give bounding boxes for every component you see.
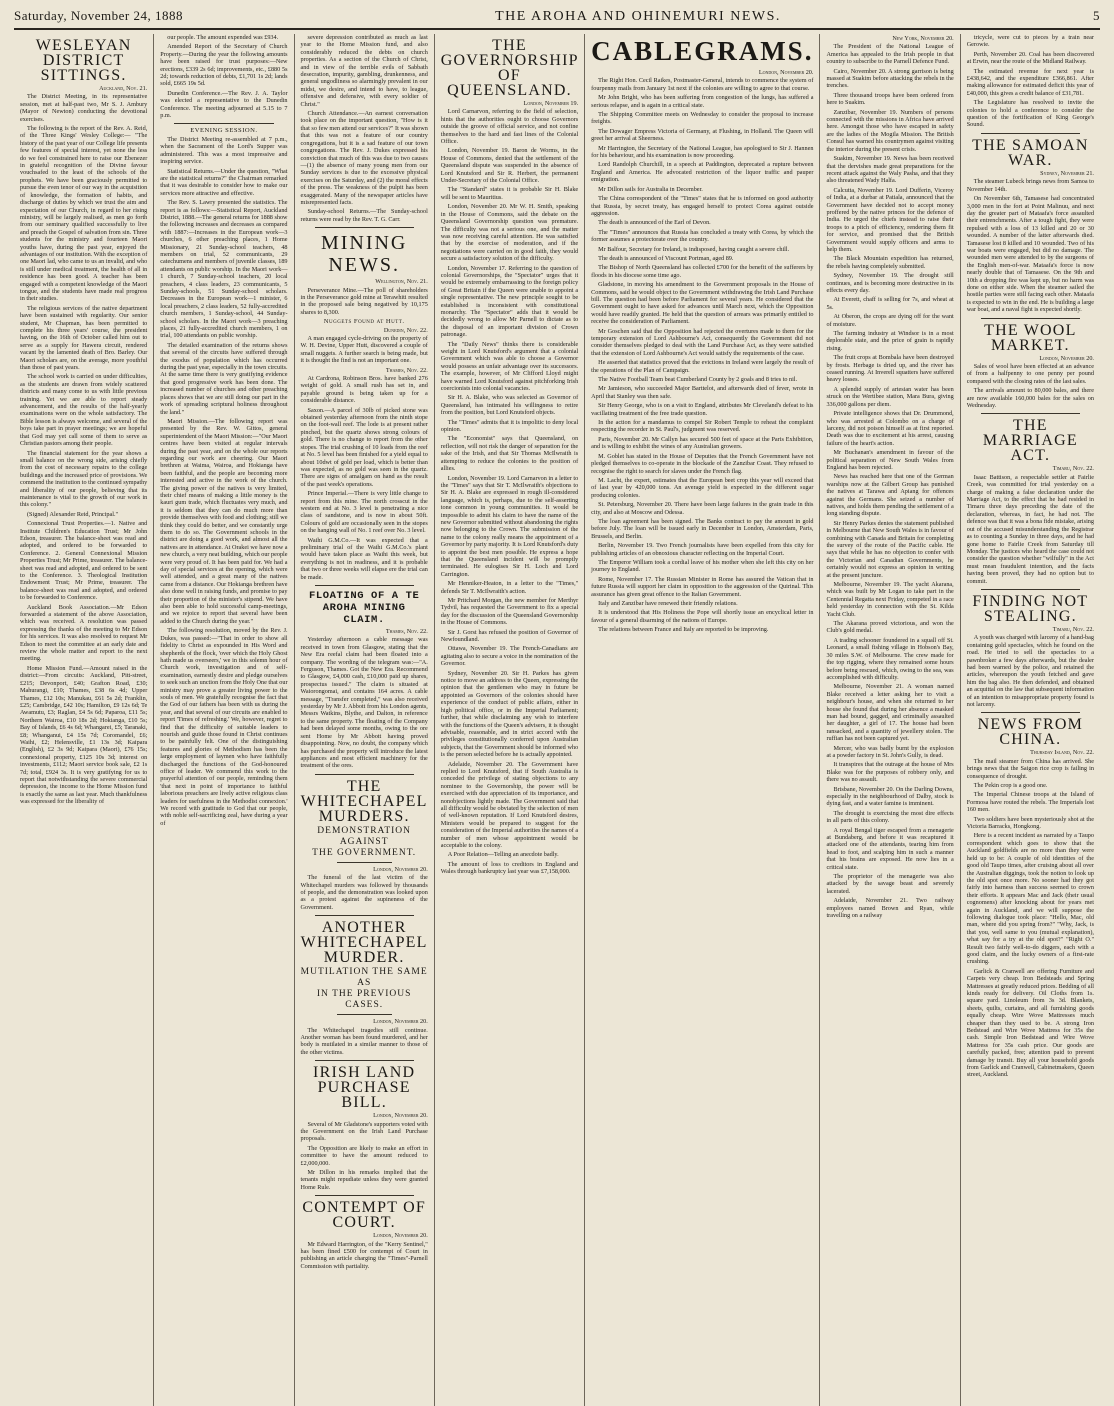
article-paragraph: M. Goblet has stated in the House of Deputies that the French Government have not pledged themselves to co-operate in the blockade of the Zanzibar Coast. They refused to recognise the right to search for slaves under the French flag. bbox=[591, 452, 814, 475]
masthead-title: THE AROHA AND OHINEMURI NEWS. bbox=[495, 9, 781, 24]
article-paragraph: Mercer, who was badly burnt by the explosion at a powder factory in St. John's Gully, is dead. bbox=[826, 744, 954, 759]
article-paragraph: Adelaide, November 21. Two railway employees named Brown and Ryan, while travelling on a railway bbox=[826, 897, 954, 920]
article-paragraph: The detailed examination of the returns shows that several of the circuits have suffered through the exodus of population which has occurred during the past year, especially in the town circuits. At the same time there is very gratifying evidence that good progressive work has been done. The increased number of churches and other preaching places shows that we are still doing our part in the work of spreading scriptural holiness throughout the land." bbox=[160, 341, 288, 416]
column-6 bbox=[820, 34, 960, 1406]
article-paragraph: Mr Dillon sails for Australia in December. bbox=[598, 185, 703, 193]
article bbox=[591, 36, 813, 634]
article bbox=[301, 774, 428, 911]
article-paragraph: The China correspondent of the "Times" states that he is informed on good authority that Russia, by secret treaty, has engaged herself to protect Corea against outside aggression. bbox=[591, 195, 814, 217]
article-paragraph: Sydney, November 20. Sir H. Parkes has given notice to move an address to the Queen, expressing the opinion that the gentlemen who may in future be appointed as Governors of the colonies should have experience of the conduct of public affairs, either in high political office, or in the Imperial Parliament; further, that while disclaiming any wish to interfere with the functions of the Queen's advisers, it is thought advisable, reasonable, and in strict accord with the privileges constitutionally conferred upon Australian subjects, that the Government should be informed who is the person selected before he is actually appointed. bbox=[440, 669, 579, 759]
article-paragraph: Mr Dillon in his remarks implied that the tenants might repudiate unless they were granted Home Rule. bbox=[300, 1169, 428, 1191]
article-paragraph: The District Meeting re-assembled at 7 p.m., when the Sacrament of the Lord's Supper was administered. This was a most impressive and inspiring service. bbox=[160, 135, 288, 166]
article-paragraph: Waihi G.M.Co.—It was expected that a preliminary trial of the Waihi G.M.Co.'s plant would have taken place as Waihi this week, but everything is not in readiness, and it is probable that two or three weeks will elapse ere the trial can be made. bbox=[300, 536, 428, 581]
article-dateline: Thames, Nov. 22. bbox=[385, 366, 428, 374]
article-dateline: London, November 19. bbox=[523, 100, 579, 107]
article-paragraph: Calcutta, November 19. Lord Dufferin, Viceroy of India, at a durbar at Patiala, announced that the Government have decided not to accept money proffered by the native princes for the defence of India. He urged the chiefs instead to raise their troops to a pitch of efficiency, rendering them fit for service, and promised that the British Government would supply officers and arms to help them. bbox=[826, 186, 954, 253]
article-paragraph: The Emperor William took a cordial leave of his mother when she left this city on her journey to England. bbox=[591, 558, 814, 574]
article-paragraph: Mr Buchanan's amendment in favour of the political separation of New South Wales from England has been rejected. bbox=[826, 449, 954, 471]
article bbox=[301, 407, 428, 581]
article-paragraph: The loan agreement has been signed. The Banks contract to pay the amount in gold before July. The loan will be issued early in December in London, Amsterdam, Paris, Brussels, and Berlin. bbox=[591, 517, 814, 540]
article bbox=[967, 133, 1094, 314]
article-paragraph: The death is announced of Viscount Portman, aged 89. bbox=[598, 254, 734, 262]
article-paragraph: Lord Carnarvon, referring to the field of selection, hints that the authorities ought to choose Governors outside the groove of official service, and not confine themselves to the hard and fast lines of the Colonial Office. bbox=[440, 108, 579, 146]
article-paragraph: Sir Henry Parkes denies the statement published in Melbourne that New South Wales is in favour of combining with Canada and Britain for completing the survey of the route of the Pacific cable. He says that while he has no objection to confer with the Victorian and Canadian Governments, he certainly would not express an opinion in writing at the present juncture. bbox=[826, 519, 954, 579]
article-paragraph: Sir J. Gorst has refused the position of Governor of Newfoundland. bbox=[440, 628, 579, 644]
article-headline: THE WOOL MARKET. bbox=[984, 321, 1077, 354]
article-paragraph: Rome, November 17. The Russian Minister in Rome has assured the Vatican that in future Russia will support her claim in opposition to the aggression of the Quirinal. This assurance has given great offence to the Italian Government. bbox=[591, 575, 814, 598]
article-paragraph: A trading schooner foundered in a squall off St. Leonard, a small fishing village in Hobson's Bay, 30 miles S.W. of Melbourne. The crew made for the top rigging, where they remained some hours before being rescued, which, owing to the sea, was accomplished with difficulty. bbox=[826, 636, 954, 681]
section-rule bbox=[981, 318, 1080, 319]
article-paragraph: Sir H. A. Blake, who was selected as Governor of Queensland, has intimated his willingness to retire from the position, but Lord Knutsford objects. bbox=[440, 394, 579, 417]
article-headline: CONTEMPT OF COURT. bbox=[302, 1199, 426, 1232]
article bbox=[441, 38, 578, 876]
section-rule bbox=[981, 712, 1080, 713]
article-dateline: Timaru, Nov. 22. bbox=[1052, 465, 1094, 473]
article-paragraph: Brisbane, November 20. On the Darling Downs, especially in the neighbourhood of Dalby, stock is dying fast, and a water famine is imminent. bbox=[826, 785, 954, 808]
article-paragraph: A man engaged cycle-driving on the property of W. H. Devine, Upper Hutt, discovered a couple of small nuggets. A further search is being made, but it is thought the find is not an important one. bbox=[300, 335, 428, 365]
section-rule bbox=[315, 774, 414, 775]
article-paragraph: A splendid supply of artesian water has been struck on the Wertibee station, Mara Bura, giving 336,000 gallons per diem. bbox=[826, 385, 954, 408]
article-dateline: London, November 20. bbox=[373, 1018, 428, 1026]
article-paragraph: Mr Goschen said that the Opposition had rejected the overtures made to them for the temporary extension of Lord Ashbourne's Act, consequently the Government did not consider themselves pledged to deal with the Land Purchase Act, as they were satisfied that the extension of Lord Ashbourne's Act would satisfy the requirements of the case. bbox=[591, 327, 814, 357]
article-paragraph: The financial statement for the year shows a small balance on the wrong side, arising chiefly from the cost of necessary repairs to the college buildings and the increased price of provisions. We commend the institution to the continued sympathy and liberality of our people, believing that its maintenance is vital to the growth of our work in this colony." bbox=[20, 449, 148, 509]
article-paragraph: Mr Balfour, Secretary for Ireland, is indisposed, having caught a severe chill. bbox=[598, 245, 790, 253]
article-paragraph: Sir Henry George, who is on a visit to England, attributes Mr Cleveland's defeat to his vacillating treatment of the free trade question. bbox=[591, 402, 814, 417]
article-paragraph: Prince Imperial.—There is very little change to report from this mine. The north crosscut in the western end at No. 3 level is penetrating a nice class of sandstone, and is now in about 50ft. Colours of gold are occasionally seen in the stopes on the hanging wall of No. 1 reef over No. 3 level. bbox=[300, 490, 428, 535]
article-paragraph: The religious services of the native department have been sustained with regularity. Our senior student, Mr Chapman, has been permitted to complete his three years' course, the president having, on the 16th of October called him out to serve as a supply for Hawera circuit, rendered vacant by the lamented death of Bro. Barley. Our Maori scholars are, on the average, more youthful than those of past years. bbox=[20, 304, 148, 372]
article-paragraph: The amount of loss to creditors in England and Wales through bankruptcy last year was £7,158,000. bbox=[440, 860, 579, 876]
article-paragraph: The Whitechapel tragedies still continue. Another woman has been found murdered, and her body is mutilated in a similar manner to those of the other victims. bbox=[300, 1026, 428, 1056]
article-subhead bbox=[301, 826, 428, 859]
article-dateline: London, November 20. bbox=[373, 1232, 428, 1240]
article-paragraph: Sales of wool have been effected at an advance of from a halfpenny to one penny per pound compared with the closing rates of the last sales. bbox=[966, 363, 1094, 385]
article-paragraph: The following is the report of the Rev. A. Reid, of the Three Kings' Wesley College:— "The history of the past year of our College life presents few features of special interest, yet none the less do we feel constrained here to raise our Ebenezer in grateful recognition of the Divine favour vouchsafed to the least of the schools of the prophets. We have been graciously permitted to pursue the even tenor of our way in the acquisition of knowledge, the formation of habits, and discharge of duties by which we trust the aim and expectation of our Church, in regard to her rising ministry, will be largely realised, as men go forth from our seminary qualified successfully to live and preach the Gospel of salvation from sin. Three students for the ministry and fourteen Maori youths have, during the past year, enjoyed the advantages of our institution. With the exception of one Maori lad, who came to us an invalid, and who is still under medical treatment, the health of all in residence has been good. A teacher has been engaged with a competent knowledge of the Maori tongue, and the students have made real progress in their studies. bbox=[20, 125, 148, 303]
article-paragraph: St. Petersburg, November 20. There have been large failures in the grain trade in this city, and also at Moscow and Odessa. bbox=[591, 501, 814, 516]
subhead-line: DEMONSTRATION AGAINST bbox=[317, 825, 412, 847]
article bbox=[301, 34, 428, 223]
subhead-rule bbox=[337, 1014, 392, 1015]
section-rule bbox=[981, 133, 1080, 134]
article-paragraph: Isaac Battison, a respectable settler at Fairlie Creek, was committed for trial yesterday on a charge of making a false declaration under the Marriage Act, to the effect that he had resided in Timaru three days preceding the date of the declaration, whereas, in fact, he had not. The defence was that it was a bona fide mistake, arising out of the accused misunderstanding the Registrar as to counting a Sunday in three days, and he had gone home to Fairlie Creek from Saturday till Monday. The justices who heard the case could not consider the question whether "wilfully" in the Act must mean fraudulent intention, and the facts having been proved, they had no option but to commit. bbox=[966, 473, 1094, 585]
article-paragraph: Ottawa, November 19. The French-Canadians are agitating also to secure a voice in the nomination of the Governor. bbox=[440, 645, 579, 668]
article-paragraph: Maori Mission.—The following report was presented by the Rev. W. Gittos, general superintendent of the Maori Mission:—"Our Maori centres have been visited at regular intervals during the past year, and on the whole our reports regarding our work are cheering. Our Maori brethren at Waima, Wairoa, and Hokianga have been faithful, and the people are becoming more interested and active in the work of the church. The giving power of the natives is very limited, their chief means of making a little money is the kauri gum trade, which fluctuates very much, and it is seldom that they can do much more than provide themselves with food and clothing; still we think they could do better, and we constantly urge them to do so. The Government schools in the district are doing a good work, and almost all the natives are in attendance. At Orakei we have now a new church, a very neat building, which our people were very proud of. It has been paid for. We had a day of special services at the opening, which were well attended, and a great many of the natives came from a distance. Our Hokianga brethren have also done well in raising funds, and promise to pay their proportion of the minister's stipend. We have also been able to hold successful camp-meetings, and we rejoice to report that several have been added to the Church during the year." bbox=[160, 417, 288, 625]
article-paragraph: Here is a recent incident as narrated by a Taupo correspondent which goes to show that the Auckland goldfields are no more than they were held up to be: A couple of old identities of the good old Taupo times, after cruising about all over the Australian diggings, took the notion to look up the old spot once more. No sooner had they got fairly into harness than success seemed to crown their efforts. It appears Mac and Jack (their usual cognomens) after knocking about for years met again in Auckland, and we will suppose the following dialogue took place: "Hello, Mac, old man, where did you spring from?" "Why, Jack, is that you, well same to you (mutual explanation), what say for a try at the old spot?" "Right O." Result two fairly well-to-do diggers, each with a good claim, and the lucky owners of a first-rate crushing. bbox=[966, 832, 1094, 966]
article-paragraph: Mr John Bright, who has been suffering from congestion of the lungs, has suffered a serious relapse, and is again in a critical state. bbox=[591, 94, 814, 109]
article-dateline: Dunedin, Nov. 22. bbox=[383, 326, 428, 334]
article-paragraph: The drought is exercising the most dire effects in all parts of this colony. bbox=[826, 809, 954, 825]
article-paragraph: At Cardrona, Robinson Bros. have banked 276 weight of gold. A small rush has set in, and payable ground is being taken up for a considerable distance. bbox=[300, 375, 428, 405]
article-paragraph: A royal Bengal tiger escaped from a menagerie at Bundaberg, and before it was recaptured it attacked one of the attendants, tearing him from head to foot, and scalping him in such a manner that his brains are exposed. He now lies in a critical state. bbox=[826, 826, 954, 871]
article-dateline: London, November 20. bbox=[758, 69, 814, 76]
column-5 bbox=[585, 34, 820, 1406]
masthead bbox=[14, 8, 1100, 30]
article-paragraph: Saxon.—A parcel of 30lb of picked stone was obtained yesterday afternoon from the ninth stope on the foot-wall reef. The lode is at present rather pinched, but the quartz shows strong colours of gold. There is no change to report from the other stopes. The trial crushing of 10 loads from the reef at No. 5 level has been finished for a yield equal to about 10dwt of gold per load, which is better than was expected, as no gold was seen in the quartz. There are signs of amalgam on hand as the result of the past week's operations. bbox=[300, 406, 428, 488]
article-dateline: Thursday Island, Nov. 22. bbox=[1030, 749, 1094, 757]
page-number: 5 bbox=[1093, 8, 1100, 23]
article bbox=[301, 1060, 428, 1191]
article-paragraph: The Pekin crop is a good one. bbox=[973, 782, 1048, 790]
article-headline: THE GOVERNORSHIP OF QUEENSLAND. bbox=[440, 37, 579, 99]
article-paragraph: The funeral of the last victim of the Whitechapel murders was followed by thousands of people, and the demonstration was looked upon as a protest against the supineness of the Government. bbox=[300, 874, 428, 911]
article-paragraph: A youth was charged with larceny of a hand-bag containing gold spectacles, which he found on the road. He tried to sell the spectacles to a pawnbroker a few days afterwards, but the dealer had been warned by the police, and retained the articles, whereupon the youth fetched and gave him the bag also. He then defended, and obtained an acquittal on the law that subsequent information of an intention to misappropriate property found is not larceny. bbox=[966, 634, 1094, 708]
article-paragraph: Cairo, November 20. A strong garrison is being massed at Suakim before attacking the rebels in the trenches. bbox=[826, 67, 954, 90]
article-paragraph: The "Times" announces that Russia has concluded a treaty with Corea, by which the former assumes a protectorate over the country. bbox=[591, 228, 814, 244]
article bbox=[20, 38, 147, 806]
article-paragraph: Three thousand troops have been ordered from here to Suakim. bbox=[826, 91, 954, 107]
article-paragraph: Mr Henniker-Heaton, in a letter to the "Times," defends Sir T. McIlwraith's action. bbox=[440, 580, 579, 595]
article-paragraph: Church Attendance.—An earnest conversation took place on the important question, "How is it that so few men attend our services?" It was shown that this was not a feature of our country congregations, but it is a sad feature of our town congregations. The Rev. J. Dukes expressed his conviction that much of this was due to two causes—(1) the absence of many young men from our Sunday services is due to the excessive physical exercises on the Saturday, and (2) the moral effects of the press. The weakness of the pulpit has been exaggerated. Many of the newspaper articles have misrepresented facts. bbox=[300, 110, 428, 206]
article bbox=[301, 227, 428, 276]
article-dateline: Wellington, Nov. 21. bbox=[375, 278, 428, 286]
article-paragraph: Sydney, November 19. The drought still continues, and is becoming more destructive in its effects every day. bbox=[826, 272, 954, 294]
article-paragraph: tricycle, were cut to pieces by a train near Gerowie. bbox=[966, 34, 1094, 49]
article-headline: THE WHITECHAPEL MURDERS. bbox=[300, 777, 428, 825]
article bbox=[301, 318, 428, 364]
article-paragraph: The following resolution, moved by the Rev. J. Dukes, was passed:—"That in order to show all fidelity to Christ as expounded in His Word and shepherds of the flock, 'over which the Holy Ghost hath made us overseers,' we in this solemn hour of Church work, investigation and of self-examination, earnestly desire and pledge ourselves to seek such an unction from the Holy One that our ministry may prove a greater living power to the souls of men. We gratefully recognise the fact that the God of our fathers has been with us during the year, and that several of our circuits are enabled to report 'Times of refreshing.' We, however, regret to find that the difficulty of suitable leaders to nourish and guide those found in Christ continues to be painfully felt. One of the distinguishing features and glories of Methodism has been the large employment of laymen who have faithfully discharged the functions of the God-honoured office of leader. We commend this work to the prayerful attention of our people, reminding them 'that next in point of importance to faithful laborious preachers are lively active religious class leaders for usefulness in the Methodist connexion.' We record with gratitude to God that our people, with noble self-sacrificing zeal, have during a year of bbox=[160, 627, 288, 827]
article-paragraph: The Rev. S. Lawry presented the statistics. The report is as follows:—Statistical Report, Auckland District, 1888.—The general returns for 1888 show the following increases and decreases as compared with 1887:—Increases in the European work—3 churches, 6 other preaching places, 1 Home Missionary, 21 Sunday-school teachers, 48 members on trial, 52 communicants, 29 catechumens and members of juvenile classes, 189 attendants on public worship. In the Maori work—1 church, 7 Sunday-school teachers, 20 local preachers, 4 class leaders, 23 communicants, 5 Sunday-schools, 51 Sunday-school scholars. Decreases in the European work—1 minister, 6 local preachers, 2 class leaders, 52 fully-accredited church members, 1 Sunday-school, 44 Sunday-school scholars. In the Maori work—3 preaching places, 21 fully-accredited church members, 1 on trial, 100 attendants on public worship. bbox=[160, 199, 288, 340]
article-paragraph: our people. The amount expended was £934. bbox=[167, 34, 279, 41]
article-paragraph: Mr Jamieson, who succeeded Major Barttelot, and afterwards died of fever, wrote in April that Stanley was then safe. bbox=[591, 385, 814, 400]
article-dateline: New York, November 20. bbox=[892, 35, 954, 42]
article-paragraph: Connexional Trust Properties.—1. Native and Institute Children's Education Trust; Mr John Edson, treasurer. The balance-sheet was read and adopted, and ordered to be forwarded to Conference. 2. General Connexional Mission Properties Trust; Mr Prime, treasurer. The balance-sheet was read and adopted, and ordered to be sent to the Conference. 3. Theological Institution Endowment Trust; Mr Prime, treasurer. The balance-sheet was read and adopted, and ordered to be forwarded to Conference. bbox=[20, 520, 148, 602]
article bbox=[301, 915, 428, 1056]
article-dateline: London, November 20. bbox=[373, 865, 428, 873]
article-paragraph: The proprietor of the menagerie was also attacked by the savage beast and severely lacerated. bbox=[826, 873, 954, 895]
article-paragraph: Paris, November 20. Mr Callyn has secured 500 feet of space at the Paris Exhibition, and is willing to exhibit the wines of any Australian growers. bbox=[591, 435, 814, 451]
article-paragraph: Auckland Book Association.—Mr Edson forwarded a statement of the above Association, which was received. A resolution was passed expressing the thanks of the meeting to Mr Edson for his services. It was also resolved to request Mr Edson to meet the committee at an early date and review the whole matter and report to the next meeting. bbox=[20, 603, 148, 663]
masthead-date: Saturday, November 24, 1888 bbox=[14, 8, 183, 23]
article-paragraph: Melbourne, November 21. A woman named Blake received a letter asking her to visit a neighbour's house, and when she returned to her house she found that during her absence a masked man had bound, gagged, and criminally assaulted her daughter, a girl of 17. The house had been ransacked, and a quantity of jewellery stolen. The ruffian has not been captured yet. bbox=[826, 683, 954, 743]
article-paragraph: The death is announced of the Earl of Devon. bbox=[598, 219, 711, 227]
article-headline: FLOATING OF A TE AROHA MINING CLAIM. bbox=[308, 590, 420, 626]
article-paragraph: The Native Football Team beat Cumberland County by 2 goals and 8 tries to nil. bbox=[598, 376, 798, 384]
article bbox=[301, 278, 428, 316]
article bbox=[160, 123, 287, 827]
section-rule bbox=[315, 915, 414, 916]
article-paragraph: The school work is carried on under difficulties, as the students are drawn from widely scattered districts and many come to us with little previous training. Yet we are able to report steady advancement, and the results of the half-yearly examinations were on the whole satisfactory. The Bible lesson is always welcome, and several of the boys take part in prayer meetings; we are hopeful that God may yet call some of them to serve as Christian pastors among their people. bbox=[20, 373, 148, 448]
article-paragraph: The Imperial Chinese troops at the Island of Formosa have routed the rebels. The Imperials lost 160 men. bbox=[966, 791, 1094, 814]
subhead-line: IN THE PREVIOUS CASES. bbox=[316, 989, 412, 1011]
article-headline: THE SAMOAN WAR. bbox=[972, 136, 1089, 169]
article-paragraph: Several of Mr Gladstone's supporters voted with the Government on the Irish Land Purchase proposals. bbox=[300, 1120, 428, 1143]
article-headline: EVENING SESSION. bbox=[190, 127, 258, 135]
article-paragraph: (Signed) Alexander Reid, Principal." bbox=[27, 510, 119, 518]
subhead-line: THE GOVERNMENT. bbox=[312, 847, 417, 858]
article bbox=[967, 318, 1094, 410]
article-paragraph: On November 6th, Tamasese had concentrated 3,000 men in the fort at Point Malinuu, and next day the greater part of Mataafa's force assaulted their entrenchments. After a tough fight, they were repulsed with a loss of 13 killed and 20 or 30 wounded. A number of the latter afterwards died. Tamasese lost 8 killed and 10 wounded. Two of his war boats were engaged, but did no damage. The wounded men were attended to by the surgeons of the English men-of-war. Mataafa's force is now nearly double that of Tamasese. On the 9th and 10th a dropping fire was kept up, but no harm was done on either side. When the steamer sailed the hostile parties were still facing each other. Mataafa is expected to win in the end. He is building a large war boat, and a naval fight is expected shortly. bbox=[966, 195, 1094, 314]
article-paragraph: The Opposition are likely to make an effort in committee to have the amount reduced to £2,000,000. bbox=[300, 1144, 428, 1167]
section-rule bbox=[315, 1195, 414, 1196]
article-paragraph: It transpires that the outrage at the house of Mrs Blake was for the purposes of robbery only, and there was no assault. bbox=[826, 761, 954, 784]
article bbox=[301, 1195, 428, 1270]
article-paragraph: In the action for a mandamus to compel Sir Robert Temple to reheat the complaint respecting the recorder in St. Paul's, judgment was reserved. bbox=[591, 419, 814, 434]
article-paragraph: The President of the National League of America has appealed to the Irish people in that country to subscribe to the Parnell Defence Fund. bbox=[826, 43, 954, 66]
article-paragraph: Private intelligence shows that Dr. Drummond, who was arrested at Colombo on a charge of larceny, did not poison himself as at first reported. Death was due to excitement at his arrest, causing failure of the heart's action. bbox=[826, 410, 954, 447]
section-rule bbox=[174, 123, 273, 124]
article-headline: ANOTHER WHITECHAPEL MURDER. bbox=[300, 919, 428, 967]
article-dateline: Auckland, Nov. 21. bbox=[99, 85, 148, 92]
article-dateline: Timaru, Nov. 22. bbox=[1052, 625, 1094, 633]
article-paragraph: Perth, November 20. Coal has been discovered at Erwin, near the route of the Midland Railway. bbox=[966, 50, 1094, 66]
section-rule bbox=[315, 227, 414, 228]
article-paragraph: Home Mission Fund.—Amount raised in the district:—From circuits: Auckland, Pitt-street, £215; Devonport, £40; Grafton Road, £30; Mahurangi, £10; Thames, £38 6s 4d; Upper Thames, £12 10s; Manukau, £61 5s 2d; Franklin, £25; Cambridge, £42 10s; Hamilton, £9 12s 6d; Te Awamutu, £3; Raglan, £4 5s 6d; Paparoa, £11 5s; Northern Wairoa, £10 18s 2d; Hokianga, £10 5s; Bay of Islands, £6 4s 6d; Whangarei, £5; Taranaki, £8; Whanganui, £4 15s 7d; Coromandel, £6; Waihi, £2; Helensville, £1 13s 3d; Kaipara (English), £2 3s 9d; Kaipara (Maori), £76 15s; connexional property, £125 10s 3d; interest on investments, £112; Maori service book sale, £2 1s 7d; total, £924 3s. It is very gratifying for us to report that notwithstanding the severe commercial depression, the income to the Home Mission fund is exactly the same as last year. Much thankfulness was expressed for the liberality of bbox=[20, 664, 148, 806]
article-paragraph: Statistical Returns.—Under the question, "What are the statistical returns?" the Chairman remarked that it was desirable to consider how to make our services more attractive and effective. bbox=[160, 167, 288, 197]
section-rule bbox=[315, 585, 414, 586]
article-headline: CABLEGRAMS. bbox=[591, 36, 814, 66]
article-paragraph: The "Daily News" thinks there is considerable weight in Lord Knutsford's argument that a colonial Government which was able to choose a Governor would possess an unfair advantage over its successors. The example, however, of Mr Clifford Lloyd might have warned Lord Knutsford against pitchforking Irish coercionists into colonial vacancies. bbox=[440, 340, 579, 393]
article bbox=[160, 34, 287, 119]
article-subhead: Nuggets Found at Hutt. bbox=[323, 318, 405, 326]
article-paragraph: Italy and Zanzibar have renewed their friendly relations. bbox=[598, 600, 738, 607]
article-paragraph: At Everett, chaff is selling for 7s, and wheat at 5s. bbox=[826, 296, 954, 311]
article-paragraph: He asserted that statistics proved that the evictions in Ireland were largely the result of the operations of the Plan of Campaign. bbox=[591, 359, 814, 374]
article-headline: IRISH LAND PURCHASE BILL. bbox=[313, 1064, 416, 1112]
article-paragraph: Mr Harrington, the Secretary of the National League, has apologised to Sir J. Hannen for his behaviour, and his examination is now proceeding. bbox=[591, 144, 814, 160]
column-2 bbox=[154, 34, 294, 1406]
article bbox=[967, 34, 1094, 129]
article-paragraph: Mr Edward Harrington, of the "Kerry Sentinel," has been fined £500 for contempt of Court in publishing an article charging the "Times"-Parnell Commission with partiality. bbox=[300, 1240, 428, 1270]
section-rule bbox=[981, 589, 1080, 590]
article-paragraph: Zanzibar, November 19. Numbers of persons connected with the missions in Africa have arrived here. Amongst those who have escaped in safety are the ladies of the Mogila Mission. The British Consul has warned his countrymen against visiting the interior during the present crisis. bbox=[826, 108, 954, 153]
article-paragraph: London, November 17. Referring to the question of colonial Governorships, the "Spectator" urges that it would be extremely embarrassing to the foreign policy of Great Britain if the Queen were unable to appoint a single representative. The new principle sought to be established is inconsistent with constitutional monarchy. The "Spectator" adds that it would be decidedly wrong to allow Mr Parnell to dictate as to the disposal of an important division of Crown patronage. bbox=[440, 264, 579, 339]
article-dateline: London, November 20. bbox=[1039, 354, 1094, 362]
article-headline: WESLEYAN DISTRICT SITTINGS. bbox=[35, 37, 132, 84]
article-paragraph: Perseverance Mine.—The poll of shareholders in the Perseverance gold mine at Terawhiti resulted in the proposed sale being negatived by 10,175 shares to 8,300. bbox=[300, 286, 428, 316]
article-paragraph: severe depression contributed as much as last year to the Home Mission fund, and also considerably reduced the debts on church properties. As a section of the Church of Christ, and in view of the terrible evils of Sabbath desecration, impurity, gambling, drunkenness, and general ungodliness so alarmingly prevalent in our midst, we desire, and intend to have, to league, offensive and defensive, with every soldier of Christ." bbox=[300, 34, 428, 108]
article-paragraph: Dunedin Conference.—The Rev. J. A. Taylor was elected a representative to the Dunedin Conference. The meeting adjourned at 5.15 to 7 p.m. bbox=[160, 89, 288, 120]
article-paragraph: A Poor Relation—Telling an anecdote badly. bbox=[447, 851, 559, 859]
article-subhead bbox=[301, 967, 428, 1011]
article-paragraph: The Dowager Empress Victoria of Germany, at Flushing, in Holland. The Queen will greet her arrival at Sheerness. bbox=[591, 127, 814, 143]
article-headline: FINDING NOT STEALING. bbox=[972, 592, 1089, 625]
article bbox=[967, 589, 1094, 708]
article-paragraph: The Right Hon. Cecil Raikes, Postmaster-General, intends to commence the system of fourpenny mails from January 1st next if the colonies are willing to agree to that course. bbox=[591, 77, 814, 92]
section-rule bbox=[981, 413, 1080, 414]
article-paragraph: The "Economist" says that Queensland, on reflection, will not risk the danger of separation for the sake of the Irish, and that Sir Thomas McIlwraith is attempting to reduce the colonies to the position of allies. bbox=[440, 435, 579, 473]
article-paragraph: London, November 20. Mr W. H. Smith, speaking in the House of Commons, said the debate on the Queensland Governorship question was premature. The difficulty was not a serious one, and the matter was now receiving careful attention. He was satisfied that by the exercise of moderation, and if the negotiations were carried on in good faith, they would secure a satisfactory solution of the difficulty. bbox=[440, 203, 579, 263]
article bbox=[967, 413, 1094, 585]
article-paragraph: M. Lacht, the expert, estimates that the European beet crop this year will exceed that of last year by 420,000 tons. An average yield is expected in the different sugar producing colonies. bbox=[591, 476, 814, 499]
article-paragraph: The Shipping Committee meets on Wednesday to consider the proposal to increase freights. bbox=[591, 111, 814, 126]
article-paragraph: Suakim, November 19. News has been received that the dervishes made great preparations for the recent attack against the Waly Pasha, and that they also threatened Wady Halfa. bbox=[826, 155, 954, 185]
article bbox=[826, 35, 953, 920]
article-paragraph: Mr Pritchard Morgan, the new member for Merthyr Tydvil, has requested the Government to fix a special day for the discussion of the Queensland Governorship in the House of Commons. bbox=[440, 597, 579, 627]
subhead-line: MUTILATION THE SAME AS bbox=[300, 967, 428, 989]
article-dateline: Thames, Nov. 22. bbox=[385, 628, 428, 635]
article-headline: THE MARRIAGE ACT. bbox=[982, 417, 1078, 465]
columns bbox=[14, 34, 1100, 1406]
article-paragraph: The estimated revenue for next year is £438,642, and the expenditure £366,861. After making allowance for estimated deficit this year of £40,000, this gives a credit balance of £31,781. bbox=[966, 67, 1094, 97]
article-paragraph: The steamer Lubeck brings news from Samoa to November 14th. bbox=[966, 178, 1094, 193]
article-paragraph: London, November 19. Lord Carnarvon in a letter to the "Times" says that Sir T. McIlwraith's objections to Sir H. A. Blake are expressed in rough ill-considered language, which is, perhaps, due to the self-asserting tone common in young communities. It would be impossible to admit his claim to have the name of the new Governor submitted without abandoning the rights now belonging to the Crown. The submission of the name to the colony really means the appointment of a Governor by party majority. It is Lord Knutsford's duty to appoint the best men possible. He express a hope that the Queensland incident will be promptly terminated. He eulogises Sir H. Loch and Lord Carrington. bbox=[440, 474, 579, 578]
article-paragraph: Lord Randolph Churchill, in a speech at Paddington, deprecated a rupture between England and America. He advocated restriction of the liquor traffic and pauper emigration. bbox=[591, 161, 814, 184]
article-paragraph: The relations between France and Italy are reported to be improving. bbox=[598, 626, 769, 634]
article-headline: NEWS FROM CHINA. bbox=[977, 716, 1084, 749]
section-rule bbox=[315, 1060, 414, 1061]
article-paragraph: The Legislature has resolved to invite the colonies to hold a conference to consider the question of the fortification of King George's Sound. bbox=[966, 99, 1094, 129]
article-paragraph: London, November 19. Baron de Worms, in the House of Commons, denied that the settlement of the Queensland dispute was suspended in the absence of Lord Knutsford and Sir R. Herbert, the permanent Under-Secretary of the Colonial Office. bbox=[440, 147, 579, 185]
article-paragraph: The farming industry at Windsor is in a most deplorable state, and the price of grain is rapidly rising. bbox=[826, 330, 954, 352]
article-dateline: Sydney, November 21. bbox=[1040, 169, 1094, 177]
article bbox=[967, 712, 1094, 1078]
article bbox=[301, 367, 428, 405]
article-headline: MINING NEWS. bbox=[320, 232, 408, 277]
article-paragraph: The Black Mountain expedition has returned, the rebels having completely submitted. bbox=[826, 255, 954, 270]
article-paragraph: The "Times" admits that it is impolitic to deny local opinion. bbox=[440, 418, 579, 434]
article bbox=[301, 585, 428, 770]
article-paragraph: The Bishop of North Queensland has collected £700 for the benefit of the sufferers by floods in his diocese some time ago. bbox=[591, 264, 814, 279]
article-paragraph: Yesterday afternoon a cable message was received in town from Glasgow, stating that the New Era reefal claim had been floated into a company. The wording of the telegram was:—"A. Ferguson, Thames. Got the New Era. Recommend to Glasgow, £4,000 cash, £10,000 paid up shares, prospectus issued." The claim is situated at Waiorongomai, and contains 164 acres. A cable message, "Transfer completed," was also received yesterday by Mr J. Abbott from his London agents, Messrs Watkins, Blythe, and Dalton, in reference to the same property. The floating of the Company had been delayed some months, owing to the ore sent Home by Mr Abbott having proved disappointing. Now, no doubt, the company which has purchased the property will introduce the latest appliances and most efficient machinery for the treatment of the ores. bbox=[300, 636, 428, 770]
article-paragraph: The Akarana proved victorious, and won the Club's gold medal. bbox=[826, 620, 954, 635]
article-dateline: London, November 20. bbox=[373, 1112, 428, 1120]
article-paragraph: Two soldiers have been mysteriously shot at the Victoria Barracks, Hongkong. bbox=[966, 815, 1094, 831]
article-paragraph: The mail steamer from China has arrived. She brings news that the Saigon rice crop is failing in consequence of drought. bbox=[966, 757, 1094, 780]
article-paragraph: The "Standard" states it is probable Sir H. Blake will be sent to Mauritius. bbox=[440, 186, 579, 201]
article-paragraph: Sunday-school Returns.—The Sunday-school returns were read by the Rev. T. G. Carr. bbox=[300, 208, 428, 223]
article-paragraph: Adelaide, November 20. The Government have replied to Lord Knutsford, that if South Australia is conceded the privilege of stating objections to any nominee to the Governorship, the power will be exercised with due appreciation of its importance, and nonobjections lightly made. The Government said that all difficulty would be obviated by the selection of men of well-known reputation. If Lord Knutsford desires, Ministers would be prepared to suggest for the consideration of the Imperial authorities the names of a number of men whose appointment would be acceptable to the colony. bbox=[440, 760, 579, 849]
article-paragraph: The arrivals amount to 80,000 bales, and there are now available 160,000 bales for the sales on Wednesday. bbox=[966, 387, 1094, 410]
article-paragraph: Garlick & Cranwell are offering Furniture and Carpets very cheap. Iron Bedsteads and Spring Mattresses at greatly reduced prices. Bedding of all kinds ready for delivery. Oil Cloths from 1s. square yard. Linoleum from 3s 3d. Blankets, sheets, quilts, curtains, and all furnishing goods equally cheap. Wire Wove Mattresses much cheaper than they used to be. A strong Iron Bedstead and Wire Wove Mattress for 35s the cash. Simple Iron Bedstead and Wire Wove Mattress for 35s cash price. Our goods are carefully packed, free; attention paid to prevent damage by transit. Buy all your household goods from Garlick and Cranwell, Cabinetmakers, Queen street, Auckland. bbox=[966, 967, 1094, 1079]
article-paragraph: At Oberon, the crops are dying off for the want of moisture. bbox=[826, 313, 954, 328]
subhead-rule bbox=[337, 862, 392, 863]
column-1 bbox=[14, 34, 154, 1406]
article-paragraph: Amended Report of the Secretary of Church Property.—During the year the following amounts have been raised for trust purposes:—New erections, £339 2s 6d; improvements, etc., £880 5s 2d; towards reduction of debts, £1,701 1s 2d; lands sold, £665 19s 5d. bbox=[160, 43, 288, 88]
article-paragraph: Melbourne, November 19. The yacht Akarana, which was built by Mr Logan to take part in the Centennial Regatta next Friday, competed in a race held yesterday in connection with the St. Kilda Yacht Club. bbox=[826, 581, 954, 618]
article-paragraph: News has reached here that one of the German warships now at the Gilbert Group has punished the natives at Tarawa and Apiang for offences against the Germans. She seized a number of natives, and holds them pending the settlement of a long standing dispute. bbox=[826, 473, 954, 518]
column-7 bbox=[961, 34, 1100, 1406]
column-3 bbox=[295, 34, 435, 1406]
article-paragraph: Berlin, November 19. Two French journalists have been expelled from this city for publishing articles of an obnoxious character reflecting on the Imperial Court. bbox=[591, 542, 814, 557]
article-paragraph: The fruit crops at Bombala have been destroyed by frosts. Herbage is dried up, and the river has ceased running. At Inverell squatters have suffered heavy losses. bbox=[826, 354, 954, 384]
column-4 bbox=[435, 34, 585, 1406]
article-paragraph: Gladstone, in moving his amendment to the Government proposals in the House of Commons, said he would object to the Government withdrawing the Irish Land Purchase bill. The question had been before Parliament for several years. He considered that the Government ought to have asked for advances until March next, which the Opposition would have readily granted. He held that the question of arrears was primarily entitled to receive the consideration of Parliament. bbox=[591, 281, 814, 326]
article-paragraph: It is understood that His Holiness the Pope will shortly issue an encyclical letter in favour of a general disarming of the nations of Europe. bbox=[591, 609, 814, 624]
article-paragraph: The District Meeting, in its representative session, met at half-past two, Mr S. J. Ambury (Mayor of Newton) conducting the devotional exercises. bbox=[20, 93, 148, 123]
